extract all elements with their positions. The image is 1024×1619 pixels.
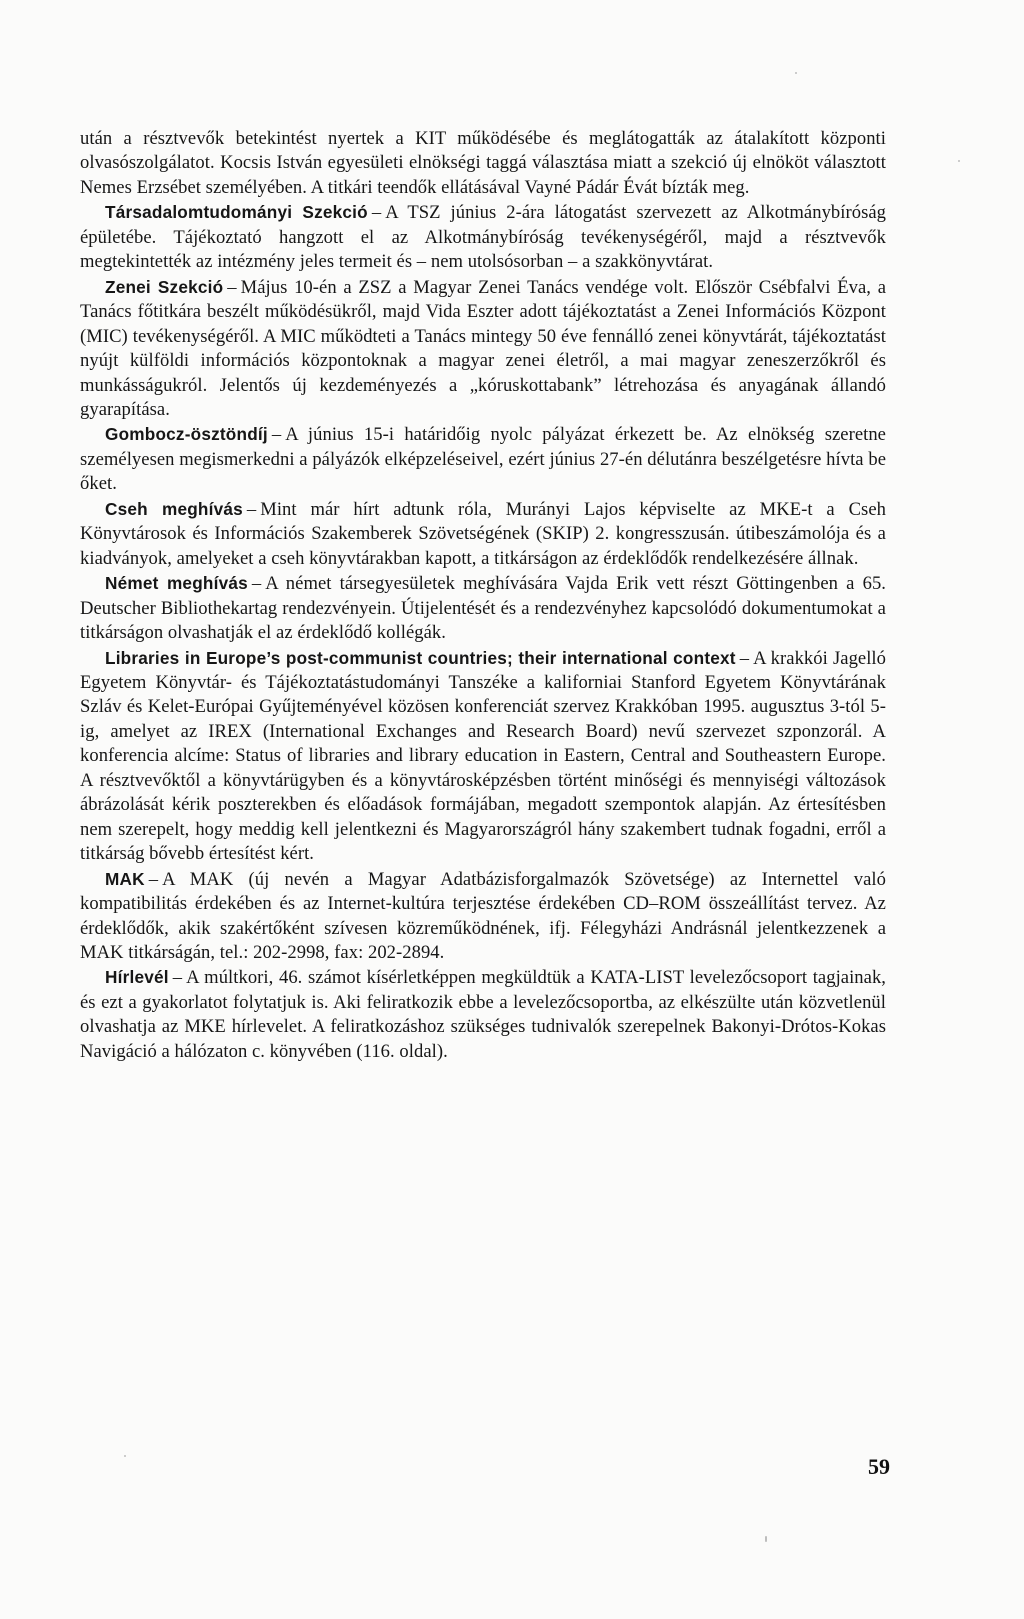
paragraph-heading: Gombocz-ösztöndíj xyxy=(105,424,268,445)
paragraph-intro xyxy=(80,127,886,200)
paragraph-gombocz xyxy=(80,422,886,496)
scan-speck xyxy=(958,160,960,162)
paragraph-heading: Német meghívás xyxy=(105,573,248,594)
heading-separator: – xyxy=(739,647,750,669)
heading-separator: – xyxy=(246,498,257,520)
heading-separator: – xyxy=(271,424,282,446)
scan-speck xyxy=(124,1455,126,1457)
paragraph-libraries xyxy=(80,646,886,867)
heading-separator: – xyxy=(251,573,262,595)
paragraph-hirlevel xyxy=(80,965,886,1064)
paragraph-text: A TSZ június 2-ára látogatást szervezett az Alkotmánybíróság épületébe. Tájékoztató hangzott el az Alkotmánybíróság tevékenységéről, majd a résztvevők megtekintették az intézmény jeles termeit és – nem utolsósorban – a szakkönyvtárat. xyxy=(80,202,886,273)
paragraph-text: A MAK (új nevén a Magyar Adatbázisforgalmazók Szövetsége) az Internettel való kompatibilitás érdekében és az Internet-kultúra terjesztése érdekében CD–ROM összeállítást tervez. Az érdeklődők, akik szakértőként szívesen közreműködnének, ifj. Félegyházi Andrásnál jelentkezzenek a MAK titkárságán, tel.: 202-2998, fax: 202-2894. xyxy=(80,868,886,963)
paragraph-text: után a résztvevők betekintést nyertek a KIT működésébe és meglátogatták az átalakított központi olvasószolgálatot. Kocsis István egyesületi elnökségi taggá választása miatt a szekció új elnököt választott Nemes Erzsébet személyében. A titkári teendők ellátásával Vayné Pádár Évát bízták meg. xyxy=(80,128,886,198)
scan-speck xyxy=(765,1536,767,1542)
heading-separator: – xyxy=(371,202,382,224)
page-number: 59 xyxy=(868,1454,890,1479)
paragraph-cseh xyxy=(80,497,886,571)
article-body xyxy=(80,127,886,1064)
paragraph-text: Mint már hírt adtunk róla, Murányi Lajos képviselte az MKE-t a Cseh Könyvtárosok és Információs Szakemberek Szövetségének (SKIP) 2. kongresszusán. útibeszámolója és a kiadványok, amelyeket a cseh könyvtárakban kapott, a titkárságon az érdeklődők rendelkezésére állnak. xyxy=(80,498,886,569)
heading-separator: – xyxy=(227,276,237,298)
paragraph-heading: Cseh meghívás xyxy=(105,498,243,519)
paragraph-heading: Zenei Szekció xyxy=(105,276,224,297)
paragraph-heading: MAK xyxy=(105,868,145,889)
paragraph-nemet xyxy=(80,571,886,645)
paragraph-text: Május 10-én a ZSZ a Magyar Zenei Tanács vendége volt. Először Csébfalvi Éva, a Tanács főtitkára beszélt működésükről, majd Vida Eszter adott tájékoztatást a Zenei Információs Központ (MIC) tevékenységéről. A MIC működteti a Tanács mintegy 50 éve fennálló zenei könyvtárát, tájékoztatást nyújt külföldi információs központoknak a magyar zenei életről, a mai magyar zeneszerzőkről és munkásságukról. Jelentős új kezdeményezés a „kóruskottabank” létrehozása és anyagának állandó gyarapítása. xyxy=(80,276,886,420)
paragraph-text: A német társegyesületek meghívására Vajda Erik vett részt Göttingenben a 65. Deutscher Bibliothekartag rendezvényein. Útijelentését és a rendezvényhez kapcsolódó dokumentumokat a titkárságon olvashatják el az érdeklődő kollégák. xyxy=(80,573,886,644)
paragraph-heading: Társadalomtudományi Szekció xyxy=(105,202,368,223)
paragraph-zenei xyxy=(80,275,886,423)
paragraph-text: A június 15-i határidőig nyolc pályázat érkezett be. Az elnökség szeretne személyesen megismerkedni a pályázók elképzeléseivel, ezért június 27-én délutánra beszélgetésre hívta be őket. xyxy=(80,424,886,495)
paragraph-tsz xyxy=(80,200,886,274)
paragraph-heading: Libraries in Europe’s post-communist countries; their international context xyxy=(105,647,736,668)
paragraph-mak xyxy=(80,867,886,966)
paragraph-heading: Hírlevél xyxy=(105,967,169,988)
paragraph-text: A krakkói Jagelló Egyetem Könyvtár- és Tájékoztatástudományi Tanszéke a kaliforniai Stanford Egyetem Könyvtárának Szláv és Kelet-Európai Gyűjteményével közösen konferenciát szervez Krakkóban 1995. augusztus 3-tól 5-ig, amelyet az IREX (International Exchanges and Research Board) nevű szervezet szponzorál. A konferencia alcíme: Status of libraries and library education in Eastern, Central and Southeastern Europe. A résztvevőktől a könyvtárügyben és a könyvtárosképzésben történt minőségi és mennyiségi változások ábrázolását kérik poszterekben és előadások formájában, megadott szempontok alapján. Az értesítésben nem szerepelt, hogy meddig kell jelentkezni és Magyarországról hány szakembert tudnak fogadni, erről a titkárság bővebb értesítést kért. xyxy=(80,647,886,865)
heading-separator: – xyxy=(172,967,183,989)
paragraph-text: A múltkori, 46. számot kísérletképpen megküldtük a KATA-LIST levelezőcsoport tagjainak, és ezt a gyakorlatot folytatjuk is. Aki feliratkozik ebbe a levelezőcsoportba, az elkészülte után közvetlenül olvashatja az MKE hírlevelet. A feliratkozáshoz szükséges tudnivalók szerepelnek Bakonyi-Drótos-Kokas Navigáció a hálózaton c. könyvében (116. oldal). xyxy=(80,967,886,1062)
heading-separator: – xyxy=(148,868,159,890)
scan-speck xyxy=(795,72,797,74)
